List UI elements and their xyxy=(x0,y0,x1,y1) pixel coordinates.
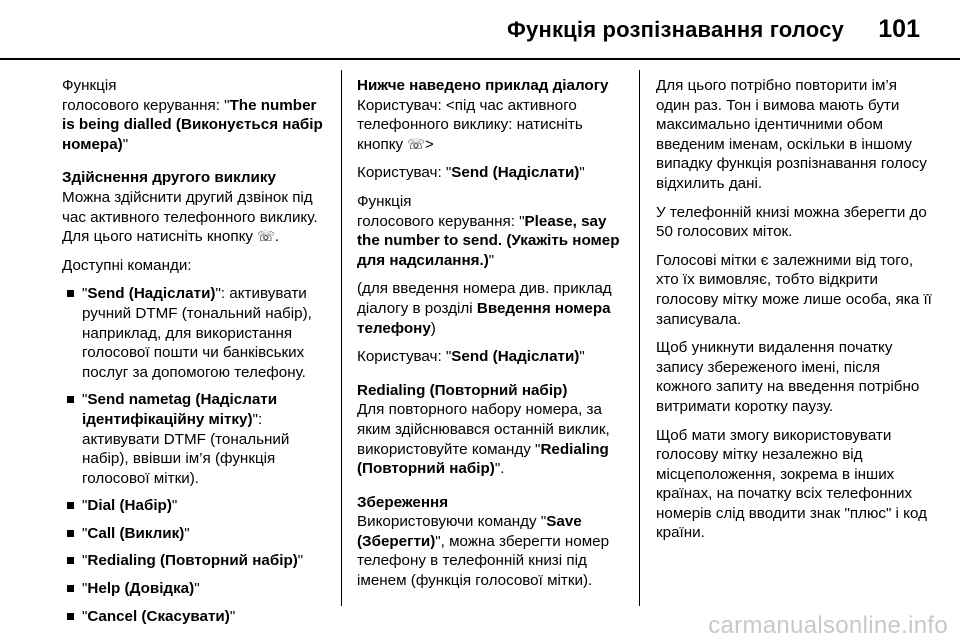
section-heading: Redialing (Повторний набір) xyxy=(357,381,568,399)
watermark: carmanualsonline.info xyxy=(708,612,948,639)
page-header xyxy=(0,0,960,60)
list-item: "Send (Надіслати)": активувати ручний DTMF (тональний набір), наприклад, для використання голосової пошти чи банківських послуг за допомогою телефону. xyxy=(62,284,330,382)
list-item: "Call (Виклик)" xyxy=(62,524,330,544)
paragraph: Для повторного набору номера, за яким здійснювався останній виклик, використовуйте команду "Redialing (Повторний набір)". xyxy=(357,401,610,478)
paragraph: Користувач: "Send (Надіслати)" xyxy=(357,164,585,182)
paragraph: (для введення номера див. приклад діалогу в розділі Введення номера телефону) xyxy=(357,280,612,337)
paragraph: Використовуючи команду "Save (Зберегти)", можна зберегти номер телефону в телефонній книзі під іменем (функція голосової мітки). xyxy=(357,513,610,590)
paragraph: Щоб мати змогу використовувати голосову мітку незалежно від місцеположення, зокрема в інших країнах, на початку всіх телефонних номерів слід вводити знак "плюс" і код країни. xyxy=(656,426,927,542)
paragraph: Можна здійснити другий дзвінок під час активного телефонного виклику. Для цього натисніть кнопку ☏. xyxy=(62,188,318,246)
paragraph: Для цього потрібно повторити ім’я один раз. Тон і вимова мають бути максимально ідентичними обом введеним іменам, оскільки в іншому випадку функція розпізнавання голосу відхилить дані. xyxy=(656,77,927,192)
phone-call-icon: ☏ xyxy=(407,135,425,152)
paragraph: Голосові мітки є залежними від того, хто їх вимовляє, тобто відкрити голосову мітку може лише особа, яка її записувала. xyxy=(656,251,932,328)
section-heading: Здійснення другого виклику xyxy=(62,169,276,187)
paragraph: Функція голосового керування: "The number is being dialled (Виконується набір номера)" xyxy=(62,77,323,153)
phone-call-icon: ☏ xyxy=(257,228,275,245)
paragraph: У телефонній книзі можна зберегти до 50 голосових міток. xyxy=(656,203,927,241)
column-1 xyxy=(62,76,330,634)
cross-reference: Введення номера телефону xyxy=(357,299,611,337)
column-2 xyxy=(357,76,629,600)
column-3 xyxy=(656,76,934,552)
command-list xyxy=(62,284,330,626)
paragraph: Користувач: <під час активного телефонного виклику: натисніть кнопку ☏> xyxy=(357,96,583,153)
paragraph: Функція голосового керування: "Please, say the number to send. (Укажіть номер для надсилання.)" xyxy=(357,192,620,269)
header-rule xyxy=(0,58,960,60)
page-title: Функція розпізнавання голосу xyxy=(507,17,844,42)
list-item: "Redialing (Повторний набір)" xyxy=(62,551,330,571)
list-item: "Cancel (Скасувати)" xyxy=(62,607,330,627)
page-number: 101 xyxy=(878,15,920,43)
paragraph: Користувач: "Send (Надіслати)" xyxy=(357,348,585,366)
list-item: "Help (Довідка)" xyxy=(62,579,330,599)
section-heading: Збереження xyxy=(357,493,449,511)
paragraph: Доступні команди: xyxy=(62,256,192,274)
column-divider-2 xyxy=(639,70,640,606)
list-item: "Send nametag (Надіслати ідентифікаційну мітку)": активувати DTMF (тональний набір), ввівши ім’я (функція голосової мітки). xyxy=(62,390,330,488)
list-item: "Dial (Набір)" xyxy=(62,496,330,516)
section-heading: Нижче наведено приклад діалогу xyxy=(357,77,609,94)
paragraph: Щоб уникнути видалення початку запису збереженого імені, після кожного запиту на введення потрібно витримати коротку паузу. xyxy=(656,339,920,415)
column-divider-1 xyxy=(341,70,342,606)
